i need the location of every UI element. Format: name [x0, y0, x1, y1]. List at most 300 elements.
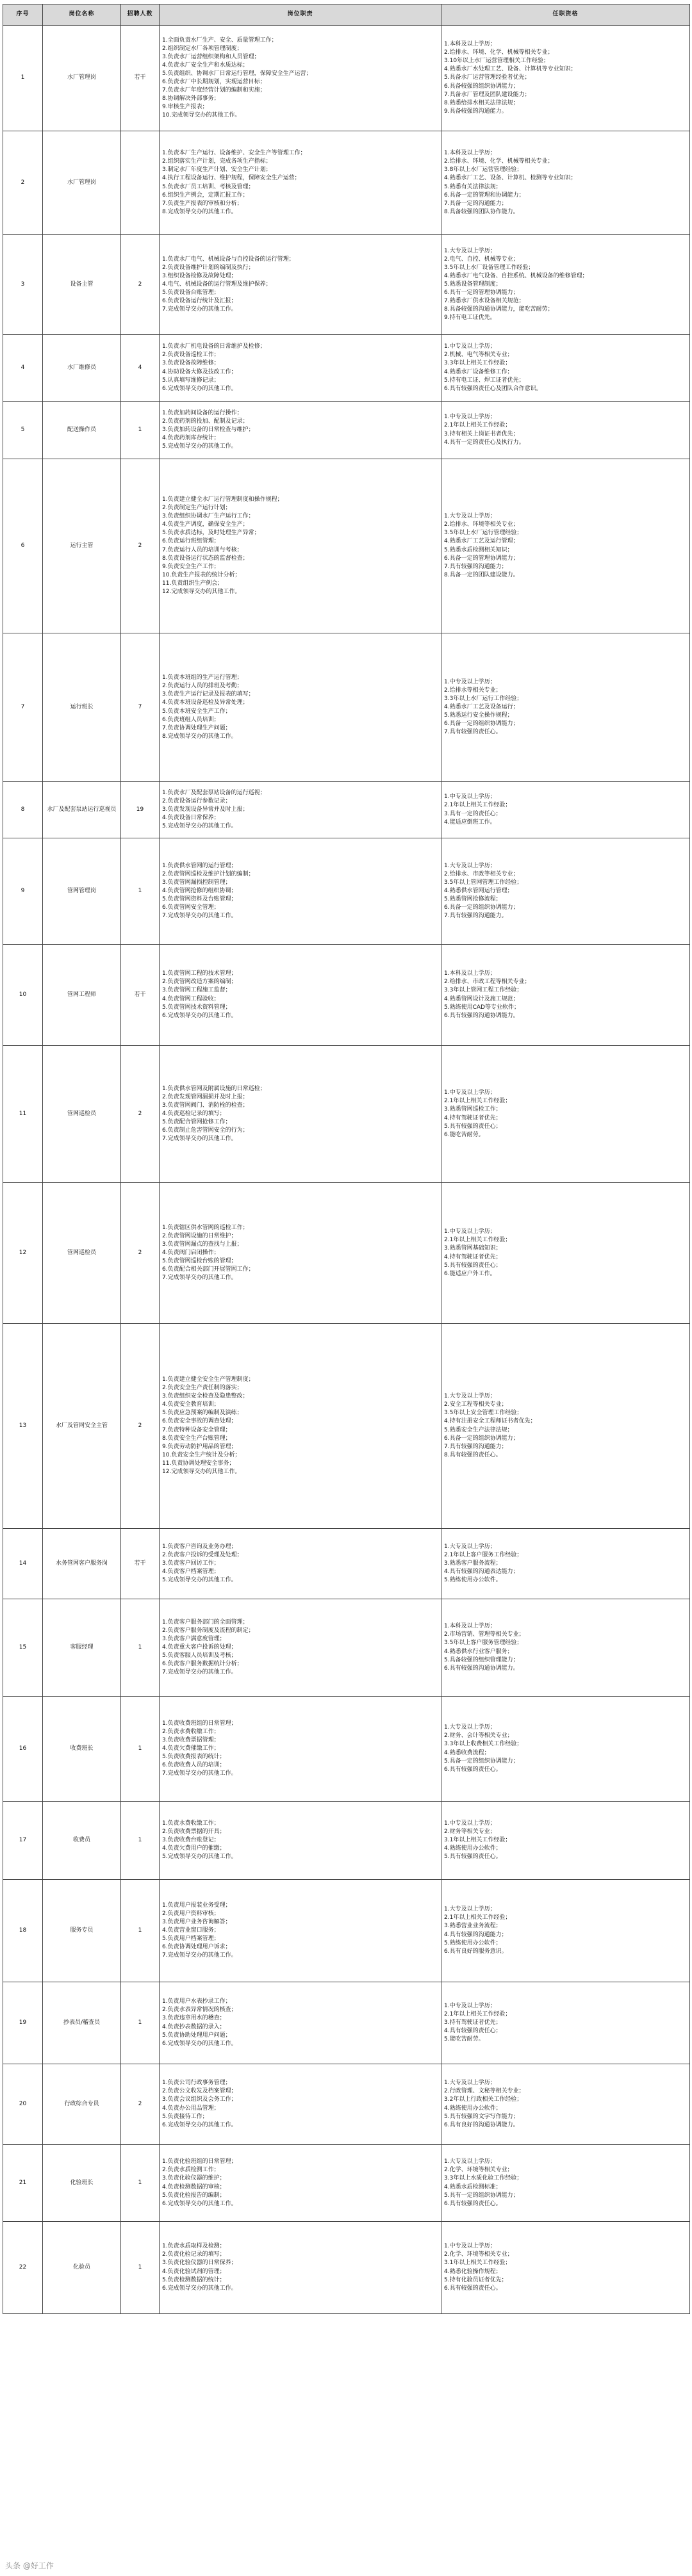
duty-line: 4.执行工程设备运行、维护规程，保障安全生产运营； — [162, 175, 301, 182]
duty-line: 6.负责水厂中长期规划，实现运营目标； — [162, 79, 266, 85]
header-duties: 岗位职责 — [160, 4, 441, 26]
qualification-line: 5.能吃苦耐劳。 — [444, 2036, 484, 2043]
position-name: 水厂及管网安全主管 — [43, 1324, 121, 1529]
qualification-line: 4.熟悉水厂工艺及设备运行； — [444, 703, 519, 710]
duty-line: 4.负责抄表数据的录入； — [162, 2023, 226, 2030]
hiring-count: 1 — [121, 1982, 160, 2064]
hiring-count: 4 — [121, 335, 160, 402]
qualification-line: 5.具有一定的组织协调能力； — [444, 2192, 519, 2199]
position-name: 运行主管 — [43, 459, 121, 633]
duty-line: 4.负责管网工程验收； — [162, 995, 220, 1002]
duty-line: 10.完成领导交办的其他工作。 — [162, 112, 241, 119]
qualification-line: 3.2年以上行政相关工作经验； — [444, 2096, 523, 2103]
row-number: 10 — [3, 945, 43, 1046]
duty-line: 1.负责用户水表抄录工作； — [162, 1998, 231, 2005]
qualification-line: 6.具备一定的管理和协调能力； — [444, 192, 525, 199]
job-duties — [160, 1183, 441, 1324]
duty-line: 3.负责管网阀门、消防栓的检查； — [162, 1102, 249, 1109]
qualification-line: 7.熟悉水厂供水设备相关规范； — [444, 298, 525, 305]
qualification-line: 1.大专及以上学历； — [444, 1906, 496, 1913]
qualification-line: 4.熟悉水厂水处理工艺、设备、计算机等专业知识； — [444, 66, 577, 73]
row-number: 17 — [3, 1802, 43, 1880]
duty-line: 5.负责组织、协调水厂日常运行管理，保障安全生产运营； — [162, 70, 312, 77]
qualification-line: 3.具有一定的责任心； — [444, 810, 502, 817]
qualification-line: 2.给排水、环境、化学、机械等相关专业； — [444, 49, 554, 56]
qualification-line: 2.市场营销、管理等相关专业； — [444, 1631, 525, 1638]
qualification-line: 2.1年以上相关工作经验； — [444, 1237, 511, 1244]
job-duties — [160, 782, 441, 838]
duty-line: 2.负责客户投诉的受理及处理； — [162, 1551, 243, 1558]
duty-line: 3.负责发现设备异常并及时上报； — [162, 806, 249, 813]
duty-line: 5.负责设备台账管理； — [162, 289, 220, 297]
job-qualifications — [441, 26, 690, 131]
job-qualifications — [441, 1046, 690, 1183]
duty-line: 7.负责特种设备安全管理； — [162, 1426, 231, 1433]
recruitment-table — [3, 4, 690, 2314]
job-qualifications — [441, 131, 690, 235]
duty-line: 1.负责客户咨询及业务办理； — [162, 1543, 237, 1550]
qualification-line: 2.1年以上相关工作经验； — [444, 422, 511, 429]
duty-line: 2.负责用户资料审核； — [162, 1910, 220, 1917]
duty-line: 12.完成领导交办的其他工作。 — [162, 1468, 241, 1475]
qualification-line: 5.熟悉运行安全操作规程； — [444, 712, 513, 719]
qualification-line: 3.1年以上相关工作经验； — [444, 2260, 511, 2267]
header-count: 招聘人数 — [121, 4, 160, 26]
qualification-line: 6.具有较强的沟通协调能力。 — [444, 1665, 519, 1672]
position-name: 抄表员/稽查员 — [43, 1982, 121, 2064]
duty-line: 2.负责管网巡检及维护计划的编制； — [162, 870, 254, 877]
duty-line: 5.负责接待工作； — [162, 2113, 208, 2120]
job-qualifications — [441, 235, 690, 335]
duty-line: 3.负责收费票据管理； — [162, 1736, 220, 1743]
duty-line: 7.负责协调处理生产问题； — [162, 724, 231, 731]
duty-line: 6.负责协调处理用户诉求； — [162, 1944, 231, 1951]
qualification-line: 6.具有较强的责任心。 — [444, 2200, 502, 2207]
qualification-line: 4.能适应倒班工作。 — [444, 819, 496, 826]
qualification-line: 3.3年以上管网工程工作经验； — [444, 987, 523, 994]
table-row — [3, 131, 690, 235]
duty-line: 1.负责辖区供水管网的巡检工作； — [162, 1224, 249, 1231]
duty-line: 10.负责生产报表的统计分析； — [162, 571, 241, 578]
qualification-line: 3.10年以上水厂运营管理相关工作经验； — [444, 58, 550, 65]
duty-line: 7.负责水厂年度经营计划的编制和实施； — [162, 87, 266, 94]
job-qualifications — [441, 1324, 690, 1529]
qualification-line: 4.具有较强的沟通表达能力； — [444, 1569, 519, 1576]
qualification-line: 1.大专及以上学历； — [444, 2158, 496, 2165]
duty-line: 2.负责收费票据的开具； — [162, 1828, 226, 1835]
duty-line: 5.负责管网技术资料管理； — [162, 1004, 231, 1011]
duty-line: 5.认真填写维修记录； — [162, 377, 220, 384]
qualification-line: 3.持有驾驶证者优先； — [444, 2019, 502, 2026]
duty-line: 5.负责水厂员工培训、考核及管理； — [162, 183, 254, 190]
duty-line: 4.负责水厂安全生产和水质达标； — [162, 61, 249, 69]
duty-line: 2.负责设备运行参数记录； — [162, 797, 231, 804]
job-qualifications — [441, 782, 690, 838]
table-row — [3, 335, 690, 402]
qualification-line: 2.化学、环境等相关专业； — [444, 2167, 513, 2174]
position-name: 管网工程师 — [43, 945, 121, 1046]
duty-line: 4.负责营业窗口服务； — [162, 1927, 220, 1934]
job-qualifications — [441, 838, 690, 945]
watermark: 头条 @好工作 — [5, 2561, 54, 2570]
qualification-line: 5.熟练使用办公软件； — [444, 1939, 502, 1946]
duty-line: 1.负责建立健全安全生产管理制度； — [162, 1376, 254, 1383]
row-number: 7 — [3, 633, 43, 782]
position-name: 水厂维修员 — [43, 335, 121, 402]
job-duties — [160, 1982, 441, 2064]
table-row — [3, 1529, 690, 1599]
duty-line: 6.组织生产例会，定期汇报工作； — [162, 192, 249, 199]
duty-line: 3.负责水厂运营组织架构和人员管理； — [162, 53, 260, 60]
job-qualifications — [441, 1697, 690, 1802]
row-number: 15 — [3, 1599, 43, 1697]
duty-line: 6.负责收费人员的培训； — [162, 1762, 226, 1769]
job-qualifications — [441, 1599, 690, 1697]
qualification-line: 3.3年以上水厂运行工作经验； — [444, 695, 523, 702]
duty-line: 1.负责管网工程的技术管理； — [162, 970, 237, 977]
duty-line: 7.完成领导交办的其他工作。 — [162, 913, 237, 920]
table-row — [3, 1802, 690, 1880]
qualification-line: 6.具备较强的组织协调能力； — [444, 83, 519, 90]
position-name: 水厂管理岗 — [43, 131, 121, 235]
qualification-line: 5.具备一定的组织协调能力； — [444, 1757, 519, 1765]
duty-line: 9.审核生产报表； — [162, 104, 208, 111]
row-number: 6 — [3, 459, 43, 633]
duty-line: 7.完成领导交办的其他工作。 — [162, 1136, 237, 1143]
row-number: 2 — [3, 131, 43, 235]
job-duties — [160, 633, 441, 782]
duty-line: 1.负责客户服务部门的全面管理； — [162, 1618, 249, 1626]
duty-line: 8.负责设备运行状态的监督检查； — [162, 555, 249, 562]
row-number: 5 — [3, 402, 43, 459]
duty-line: 5.负责用户档案管理； — [162, 1936, 220, 1943]
duty-line: 5.完成领导交办的其他工作。 — [162, 823, 237, 830]
position-name: 化验班长 — [43, 2145, 121, 2222]
duty-line: 4.负责重大客户投诉的处理； — [162, 1643, 237, 1651]
duty-line: 3.负责客户回访工作； — [162, 1560, 220, 1567]
qualification-line: 2.机械、电气等相关专业； — [444, 352, 513, 359]
position-name: 水务管网客户服务岗 — [43, 1529, 121, 1599]
table-row — [3, 402, 690, 459]
duty-line: 2.负责设备维护计划的编制及执行； — [162, 264, 254, 271]
row-number: 1 — [3, 26, 43, 131]
duty-line: 1.负责供水管网及附属设施的日常巡检； — [162, 1085, 266, 1092]
duty-line: 4.负责巡检记录的填写； — [162, 1110, 226, 1117]
row-number: 20 — [3, 2064, 43, 2145]
duty-line: 4.电气、机械设备的运行管理及维护保养； — [162, 281, 272, 288]
duty-line: 8.完成领导交办的其他工作。 — [162, 208, 237, 215]
row-number: 14 — [3, 1529, 43, 1599]
qualification-line: 6.具备一定的组织协调能力； — [444, 721, 519, 728]
job-qualifications — [441, 2145, 690, 2222]
duty-line: 6.负责制止危害管网安全的行为； — [162, 1127, 249, 1134]
qualification-line: 6.具有较强的沟通协调能力。 — [444, 1012, 519, 1019]
duty-line: 1.负责加药间设备的运行操作； — [162, 409, 243, 416]
duty-line: 3.负责用户业务咨询解答； — [162, 1918, 231, 1925]
job-duties — [160, 1529, 441, 1599]
qualification-line: 6.具有一定的管理协调能力； — [444, 289, 519, 297]
duty-line: 3.负责会议组织及会务工作； — [162, 2096, 237, 2103]
job-duties — [160, 402, 441, 459]
duty-line: 6.负责设备运行统计及汇报； — [162, 298, 237, 305]
duty-line: 4.负责安全教育培训； — [162, 1401, 220, 1408]
duty-line: 7.完成领导交办的其他工作。 — [162, 1275, 237, 1282]
job-qualifications — [441, 2222, 690, 2314]
duty-line: 6.完成领导交办的其他工作。 — [162, 1012, 237, 1019]
table-row — [3, 1880, 690, 1982]
qualification-line: 4.持有驾驶证者优先； — [444, 1114, 502, 1121]
duty-line: 3.负责收费台账登记； — [162, 1836, 220, 1843]
duty-line: 1.负责水厂及配套泵站设备的运行巡视； — [162, 789, 266, 796]
duty-line: 5.完成领导交办的其他工作。 — [162, 1577, 237, 1584]
qualification-line: 5.具有较强的文字写作能力； — [444, 2113, 519, 2120]
table-row — [3, 26, 690, 131]
duty-line: 4.负责欠费催缴工作； — [162, 1745, 220, 1752]
duty-line: 2.负责发现管网漏损并及时上报； — [162, 1093, 249, 1100]
qualification-line: 4.熟悉管网设计及施工规范； — [444, 995, 519, 1002]
job-duties — [160, 1802, 441, 1880]
duty-line: 7.完成领导交办的其他工作。 — [162, 306, 237, 313]
qualification-line: 5.熟悉管网抢修流程； — [444, 896, 502, 903]
qualification-line: 1.中专及以上学历； — [444, 1089, 496, 1096]
qualification-line: 4.具有较强的责任心； — [444, 2028, 502, 2035]
qualification-line: 4.熟悉水厂电气设备、自控系统、机械设备的维修管理； — [444, 272, 588, 279]
header-no: 序号 — [3, 4, 43, 26]
table-row — [3, 838, 690, 945]
job-qualifications — [441, 633, 690, 782]
qualification-line: 6.具备一定的组织协调能力； — [444, 904, 519, 911]
duty-line: 6.完成领导交办的其他工作。 — [162, 2121, 237, 2128]
row-number: 21 — [3, 2145, 43, 2222]
hiring-count: 7 — [121, 633, 160, 782]
row-number: 3 — [3, 235, 43, 335]
table-row — [3, 2222, 690, 2314]
hiring-count: 2 — [121, 1183, 160, 1324]
qualification-line: 6.具有较强的责任心。 — [444, 2285, 502, 2292]
row-number: 19 — [3, 1982, 43, 2064]
duty-line: 6.完成领导交办的其他工作。 — [162, 385, 237, 392]
qualification-line: 7.具备一定的沟通能力； — [444, 200, 507, 207]
duty-line: 6.负责管网安全管理； — [162, 904, 220, 911]
row-number: 22 — [3, 2222, 43, 2314]
duty-line: 2.负责水费收缴工作； — [162, 1728, 220, 1735]
position-name: 收费员 — [43, 1802, 121, 1880]
job-duties — [160, 335, 441, 402]
job-qualifications — [441, 1529, 690, 1599]
table-row — [3, 945, 690, 1046]
hiring-count: 2 — [121, 2064, 160, 2145]
duty-line: 4.负责欠费用户的催缴； — [162, 1845, 226, 1852]
duty-line: 4.负责客户档案管理； — [162, 1569, 220, 1576]
duty-line: 1.负责本厂生产运行、设备维护、安全生产等管理工作； — [162, 150, 306, 157]
table-row — [3, 2064, 690, 2145]
qualification-line: 8.具有较强的责任心。 — [444, 1451, 502, 1458]
qualification-line: 3.5年以上客户服务管理经验； — [444, 1640, 523, 1647]
qualification-line: 3.熟悉营业业务流程； — [444, 1923, 502, 1930]
qualification-line: 3.3年以上相关工作经验； — [444, 360, 511, 367]
job-duties — [160, 1599, 441, 1697]
duty-line: 5.负责收费报表的统计； — [162, 1754, 226, 1761]
qualification-line: 4.具有较强的沟通能力； — [444, 1931, 507, 1938]
qualification-line: 5.具有较强的责任心； — [444, 1262, 502, 1269]
duty-line: 2.负责安全生产责任制的落实； — [162, 1385, 243, 1392]
qualification-line: 4.持有注册安全工程师证书者优先； — [444, 1418, 536, 1425]
position-name: 运行班长 — [43, 633, 121, 782]
qualification-line: 6.具有良好的服务意识。 — [444, 1948, 507, 1955]
qualification-line: 4.熟悉水质检测标准； — [444, 2183, 502, 2190]
duty-line: 3.制定水厂年度生产计划、安全生产计划； — [162, 167, 272, 174]
duty-line: 5.完成领导交办的其他工作。 — [162, 1854, 237, 1861]
duty-line: 1.负责水费收缴工作； — [162, 1820, 220, 1827]
qualification-line: 8.具备一定的团队建设能力。 — [444, 571, 519, 578]
qualification-line: 5.具备水厂运营管理经验者优先； — [444, 74, 531, 81]
qualification-line: 5.具有较强的责任心。 — [444, 1854, 502, 1861]
qualification-line: 8.具备较强的沟通协调能力，能吃苦耐劳； — [444, 306, 554, 313]
job-duties — [160, 235, 441, 335]
table-row — [3, 1982, 690, 2064]
qualification-line: 9.持有电工证优先。 — [444, 314, 496, 322]
duty-line: 4.负责检测数据的审核； — [162, 2183, 226, 2190]
qualification-line: 4.熟练使用办公软件； — [444, 2105, 502, 2112]
duty-line: 2.负责药剂的投加、配制及记录； — [162, 418, 249, 425]
duty-line: 1.负责用户报装业务受理； — [162, 1902, 231, 1909]
qualification-line: 5.熟练使用CAD等专业软件； — [444, 1004, 520, 1011]
duty-line: 5.负责水质达标，及时处理生产异常； — [162, 530, 260, 537]
duty-line: 1.负责本班组的生产运行管理； — [162, 674, 243, 681]
hiring-count: 若干 — [121, 26, 160, 131]
qualification-line: 6.具备一定的组织协调能力； — [444, 1435, 519, 1442]
qualification-line: 3.3年以上水质化验工作经验； — [444, 2175, 523, 2182]
duty-line: 7.完成领导交办的其他工作。 — [162, 1669, 237, 1676]
qualification-line: 4.熟悉收费流程； — [444, 1749, 490, 1756]
hiring-count: 1 — [121, 1880, 160, 1982]
hiring-count: 1 — [121, 402, 160, 459]
qualification-line: 5.熟练使用办公软件。 — [444, 1577, 502, 1584]
qualification-line: 4.熟悉水厂设备维修工作； — [444, 368, 513, 375]
hiring-count: 1 — [121, 1802, 160, 1880]
position-name: 收费班长 — [43, 1697, 121, 1802]
qualification-line: 1.中专及以上学历； — [444, 678, 496, 685]
duty-line: 1.负责水质取样及检测； — [162, 2243, 226, 2250]
header-position: 岗位名称 — [43, 4, 121, 26]
position-name: 设备主管 — [43, 235, 121, 335]
hiring-count: 1 — [121, 2145, 160, 2222]
qualification-line: 6.具备一定的管理协调能力； — [444, 555, 519, 562]
duty-line: 6.完成领导交办的其他工作。 — [162, 2200, 237, 2207]
qualification-line: 1.中专及以上学历； — [444, 1228, 496, 1235]
position-name: 管网管理岗 — [43, 838, 121, 945]
duty-line: 5.负责化验报告的编制； — [162, 2192, 226, 2199]
duty-line: 5.负责应急预案的编制及演练； — [162, 1410, 243, 1417]
qualification-line: 2.给排水、市政工程等相关专业； — [444, 979, 531, 986]
hiring-count: 2 — [121, 1324, 160, 1529]
position-name: 管网巡检员 — [43, 1183, 121, 1324]
qualification-line: 6.能吃苦耐劳。 — [444, 1131, 484, 1138]
qualification-line: 4.熟悉供水管网运行管理； — [444, 887, 513, 894]
duty-line: 4.负责管网抢修的组织协调； — [162, 887, 237, 894]
duty-line: 9.负责安全生产工作； — [162, 563, 220, 570]
qualification-line: 4.熟悉水厂工艺及运行管理； — [444, 538, 519, 545]
duty-line: 2.负责客户服务制度及流程的制定； — [162, 1627, 254, 1634]
duty-line: 7.负责运行人员的培训与考核； — [162, 546, 243, 553]
table-row — [3, 1046, 690, 1183]
duty-line: 12.完成领导交办的其他工作。 — [162, 588, 241, 595]
job-duties — [160, 131, 441, 235]
qualification-line: 3.5年以上水厂运行管理经验； — [444, 530, 523, 537]
job-duties — [160, 838, 441, 945]
job-duties — [160, 2222, 441, 2314]
qualification-line: 1.本科及以上学历； — [444, 1623, 496, 1630]
table-row — [3, 2145, 690, 2222]
duty-line: 10.负责安全生产统计及分析； — [162, 1451, 241, 1458]
duty-line: 5.负责客服人员培训及考核； — [162, 1652, 237, 1659]
duty-line: 2.负责公文收发及档案管理； — [162, 2088, 237, 2095]
qualification-line: 7.具备水厂管理及团队建设能力； — [444, 91, 531, 98]
duty-line: 4.协助设备大修及技改工作； — [162, 368, 237, 375]
hiring-count: 2 — [121, 235, 160, 335]
duty-line: 3.负责化验仪器的维护； — [162, 2175, 226, 2182]
position-name: 管网巡检员 — [43, 1046, 121, 1183]
qualification-line: 3.5年以上管网管理工作经验； — [444, 879, 523, 886]
qualification-line: 2.财务等相关专业； — [444, 1828, 496, 1835]
position-name: 水厂管理岗 — [43, 26, 121, 131]
qualification-line: 3.5年以上水厂设备管理工作经验； — [444, 264, 534, 271]
duty-line: 2.负责管网改造方案的编制； — [162, 979, 237, 986]
duty-line: 8.协调解决外部事务； — [162, 95, 220, 102]
job-duties — [160, 1046, 441, 1183]
row-number: 16 — [3, 1697, 43, 1802]
qualification-line: 5.熟悉设备管理制度； — [444, 281, 502, 288]
qualification-line: 2.行政管理、文秘等相关专业； — [444, 2088, 525, 2095]
qualification-line: 2.财务、会计等相关专业； — [444, 1732, 513, 1740]
qualification-line: 1.中专及以上学历； — [444, 2243, 496, 2250]
row-number: 4 — [3, 335, 43, 402]
duty-line: 2.负责水表异常情况的核查； — [162, 2007, 237, 2014]
duty-line: 2.组织制定水厂各项管理制度； — [162, 45, 243, 52]
table-row — [3, 459, 690, 633]
position-name: 化验员 — [43, 2222, 121, 2314]
qualification-line: 4.熟悉供水行业客户服务； — [444, 1648, 513, 1655]
row-number: 12 — [3, 1183, 43, 1324]
hiring-count: 1 — [121, 2222, 160, 2314]
duty-line: 4.负责生产调度，确保安全生产； — [162, 521, 249, 528]
qualification-line: 3.熟悉客户服务流程； — [444, 1560, 502, 1567]
duty-line: 6.负责客户服务数据统计分析； — [162, 1661, 243, 1668]
qualification-line: 4.熟练使用办公软件； — [444, 1845, 502, 1852]
qualification-line: 3.8年以上水厂运营管理经验； — [444, 167, 523, 174]
qualification-line: 2.1年以上相关工作经验； — [444, 1098, 511, 1105]
duty-line: 2.负责设备巡检工作； — [162, 352, 220, 359]
qualification-line: 9.具备较强的沟通能力。 — [444, 108, 507, 115]
qualification-line: 4.熟悉化验操作规程； — [444, 2268, 502, 2275]
job-qualifications — [441, 945, 690, 1046]
qualification-line: 2.1年以上相关工作经验； — [444, 802, 511, 809]
table-row — [3, 782, 690, 838]
duty-line: 1.全面负责水厂生产、安全、质量管理工作； — [162, 37, 277, 44]
duty-line: 2.组织落实生产计划，完成各项生产指标； — [162, 158, 272, 165]
qualification-line: 1.中专及以上学历； — [444, 2002, 496, 2009]
qualification-line: 2.电气、自控、机械等专业； — [444, 256, 519, 263]
qualification-line: 1.大专及以上学历； — [444, 2080, 496, 2087]
qualification-line: 5.持有化验员证者优先； — [444, 2276, 507, 2283]
qualification-line: 8.具备较强的团队协作能力。 — [444, 208, 519, 215]
job-qualifications — [441, 2064, 690, 2145]
duty-line: 5.完成领导交办的其他工作。 — [162, 443, 237, 450]
row-number: 13 — [3, 1324, 43, 1529]
duty-line: 2.负责制定生产运行计划； — [162, 505, 231, 512]
qualification-line: 1.中专及以上学历； — [444, 1820, 496, 1827]
qualification-line: 6.具有较强的责任心及团队合作意识。 — [444, 385, 542, 392]
